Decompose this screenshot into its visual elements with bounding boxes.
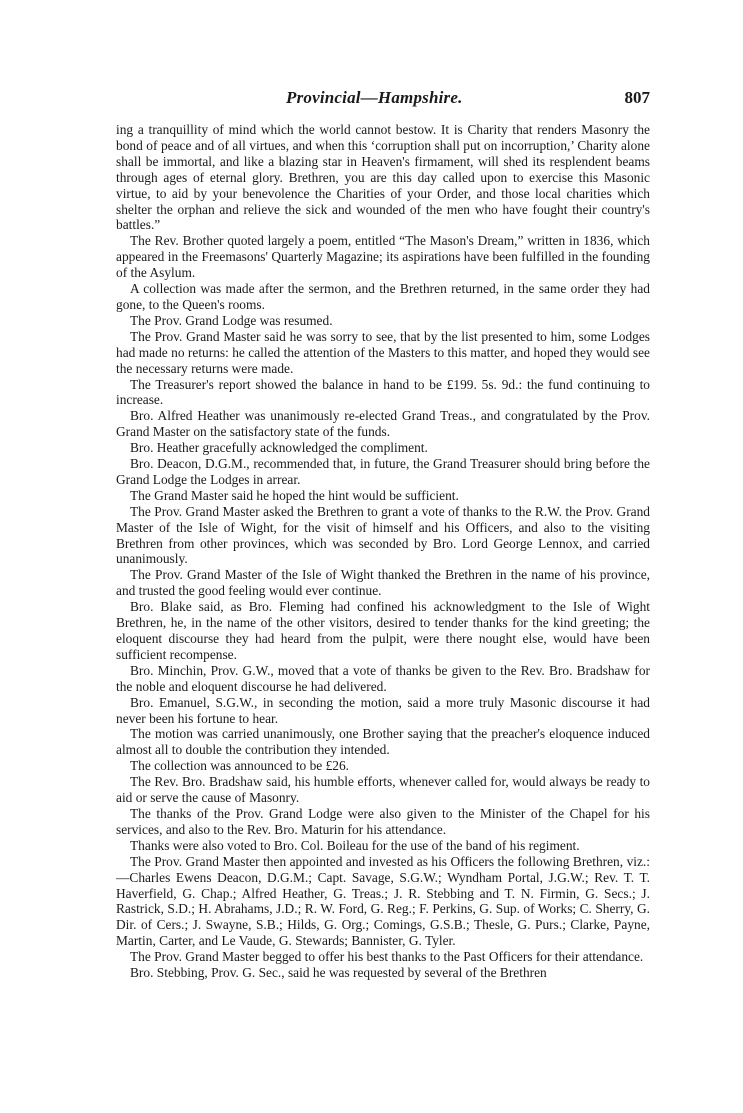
- page-header: [116, 88, 650, 114]
- paragraph: Bro. Blake said, as Bro. Fleming had confined his acknowledgment to the Isle of Wight Brethren, he, in the name of the other visitors, desired to tender thanks for the kind greeting; the eloquent discourse they had heard from the pulpit, were there nought else, would have been sufficient recompense.: [116, 599, 650, 662]
- paragraph: The Rev. Brother quoted largely a poem, entitled “The Mason's Dream,” written in 1836, which appeared in the Freemasons' Quarterly Magazine; its aspirations have been fulfilled in the founding of the Asylum.: [116, 233, 650, 281]
- paragraph: Bro. Deacon, D.G.M., recommended that, in future, the Grand Treasurer should bring before the Grand Lodge the Lodges in arrear.: [116, 456, 650, 487]
- paragraph: The motion was carried unanimously, one Brother saying that the preacher's eloquence induced almost all to double the contribution they intended.: [116, 726, 650, 758]
- paragraph: The thanks of the Prov. Grand Lodge were also given to the Minister of the Chapel for his services, and also to the Rev. Bro. Maturin for his attendance.: [116, 805, 650, 837]
- running-title: Provincial—Hampshire.: [286, 88, 463, 107]
- paragraph: The Grand Master said he hoped the hint would be sufficient.: [130, 487, 459, 503]
- paragraph: The Prov. Grand Master asked the Brethren to grant a vote of thanks to the R.W. the Prov. Grand Master of the Isle of Wight, for the visit of himself and his Officers, and also to the visiting Brethren from other provinces, which was seconded by Bro. Lord George Lennox, and carried unanimously.: [116, 503, 650, 567]
- paragraph: The Prov. Grand Master of the Isle of Wight thanked the Brethren in the name of his province, and trusted the good feeling would ever continue.: [116, 567, 650, 599]
- paragraph: Bro. Heather gracefully acknowledged the compliment.: [130, 440, 428, 456]
- paragraph: The Prov. Grand Master said he was sorry to see, that by the list presented to him, some Lodges had made no returns: he called the attention of the Masters to this matter, and hoped they would see the necessary returns were made.: [116, 328, 650, 376]
- paragraph: The Prov. Grand Lodge was resumed.: [130, 312, 333, 328]
- paragraph: Bro. Alfred Heather was unanimously re-elected Grand Treas., and congratulated by the Prov. Grand Master on the satisfactory state of the funds.: [116, 408, 650, 440]
- paragraph: A collection was made after the sermon, and the Brethren returned, in the same order they had gone, to the Queen's rooms.: [116, 281, 650, 312]
- paragraph: The Prov. Grand Master begged to offer his best thanks to the Past Officers for their attendance.: [130, 949, 644, 965]
- paragraph: The Treasurer's report showed the balance in hand to be £199. 5s. 9d.: the fund continuing to increase.: [116, 376, 650, 408]
- paragraph: Thanks were also voted to Bro. Col. Boileau for the use of the band of his regiment.: [130, 837, 580, 853]
- paragraph: Bro. Stebbing, Prov. G. Sec., said he was requested by several of the Brethren: [130, 965, 547, 981]
- paragraph: ing a tranquillity of mind which the world cannot bestow. It is Charity that renders Masonry the bond of peace and of all virtues, and when this ‘corruption shall put on incorruption,’ Charity alone shall be immortal, and like a blazing star in Heaven's firmament, will shed its resplendent beams through ages of eternal glory. Brethren, you are this day called upon to exercise this Masonic virtue, to aid by your benevolence the Charities of your Order, and those local charities which shelter the orphan and relieve the sick and wounded of the men who have fought their country's battles.”: [116, 122, 650, 233]
- paragraph: Bro. Emanuel, S.G.W., in seconding the motion, said a more truly Masonic discourse it had never been his fortune to hear.: [116, 694, 650, 726]
- body-text: [116, 122, 650, 981]
- document-page: [116, 88, 650, 981]
- paragraph: The collection was announced to be £26.: [130, 758, 350, 774]
- page-number: 807: [624, 88, 650, 107]
- paragraph: The Rev. Bro. Bradshaw said, his humble efforts, whenever called for, would always be ready to aid or serve the cause of Masonry.: [116, 774, 650, 806]
- paragraph: Bro. Minchin, Prov. G.W., moved that a vote of thanks be given to the Rev. Bro. Bradshaw for the noble and eloquent discourse he had delivered.: [116, 662, 650, 694]
- paragraph: The Prov. Grand Master then appointed and invested as his Officers the following Brethren, viz.:—Charles Ewens Deacon, D.G.M.; Capt. Savage, S.G.W.; Wyndham Portal, J.G.W.; Rev. T. T. Haverfield, G. Chap.; Alfred Heather, G. Treas.; J. R. Stebbing and T. N. Firmin, G. Secs.; J. Rastrick, S.D.; H. Abrahams, J.D.; R. W. Ford, G. Reg.; F. Perkins, G. Sup. of Works; C. Sherry, G. Dir. of Cers.; J. Swayne, S.B.; Hilds, G. Org.; Comings, G.S.B.; Thesle, G. Purs.; Clarke, Payne, Martin, Carter, and Le Vaude, G. Stewards; Bannister, G. Tyler.: [116, 853, 650, 949]
